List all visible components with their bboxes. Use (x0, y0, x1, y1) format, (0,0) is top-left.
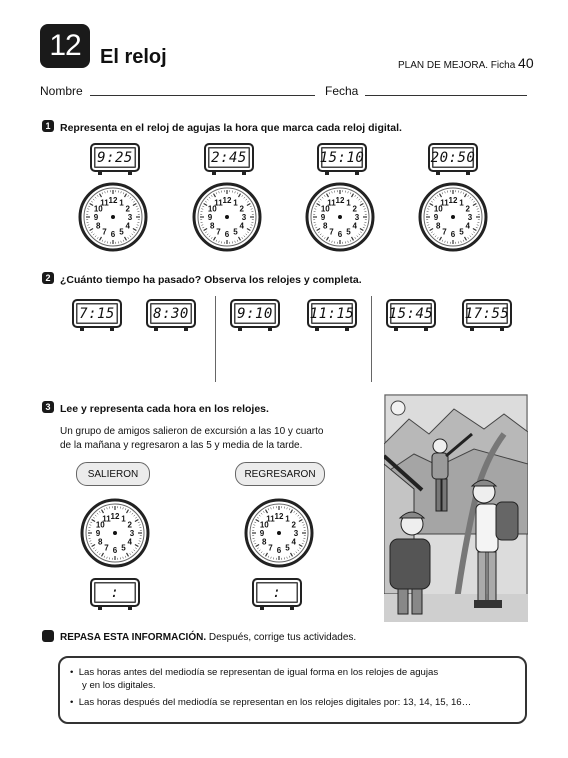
clock-center (451, 215, 455, 219)
clock-number: 8 (436, 221, 441, 231)
clock-number: 5 (119, 227, 124, 237)
clock-number: 4 (291, 537, 296, 547)
clock-number: 3 (354, 213, 360, 222)
clock-number: 2 (125, 204, 130, 214)
exercise-3-story: Un grupo de amigos salieron de excursión a las 10 y cuarto de la mañana y regresaron a las 5 y media de la tarde. (60, 426, 324, 451)
clock-number: 1 (346, 198, 351, 208)
regresaron-label: REGRESARON (235, 462, 325, 486)
clock-number: 12 (222, 196, 232, 205)
clock-face (80, 498, 150, 568)
clock-number: 2 (291, 520, 296, 530)
clock-number: 9 (259, 529, 265, 538)
clock-number: 5 (233, 227, 238, 237)
clock-number: 12 (108, 196, 118, 205)
clock-number: 12 (448, 196, 458, 205)
clock-number: 7 (268, 543, 273, 553)
digital-clock: 8:30 (146, 299, 196, 328)
analog-clock-return[interactable] (244, 498, 314, 573)
clock-number: 6 (112, 546, 118, 555)
exercise-2-instruction: ¿Cuánto tiempo ha pasado? Observa los relojes y completa. (60, 274, 362, 286)
clock-number: 8 (96, 221, 101, 231)
clock-number: 8 (98, 537, 103, 547)
clock-number: 10 (95, 520, 105, 530)
clock-number: 5 (285, 543, 290, 553)
clock-number: 3 (129, 529, 135, 538)
clock-center (225, 215, 229, 219)
clock-number: 10 (93, 204, 103, 214)
clock-number: 7 (216, 227, 221, 237)
clock-number: 8 (262, 537, 267, 547)
clock-number: 10 (207, 204, 217, 214)
clock-number: 12 (110, 512, 120, 521)
clock-number: 1 (119, 198, 124, 208)
clock-number: 9 (93, 213, 99, 222)
clock-number: 6 (110, 230, 116, 239)
clock-face (192, 182, 262, 252)
clock-face (418, 182, 488, 252)
exercise-1-number: 1 (42, 120, 54, 132)
exercise-3-instruction: Lee y representa cada hora en los relojes. (60, 403, 269, 415)
clock-number: 4 (352, 221, 357, 231)
ficha-number: 40 (518, 55, 534, 71)
clock-number: 7 (442, 227, 447, 237)
clock-center (111, 215, 115, 219)
clock-center (277, 531, 281, 535)
clock-number: 2 (127, 520, 132, 530)
clock-number: 1 (121, 514, 126, 524)
info-bullet-1-cont: y en los digitales. (82, 680, 156, 691)
date-field[interactable] (365, 94, 527, 96)
clock-number: 3 (127, 213, 133, 222)
digital-clock-return[interactable]: : (252, 578, 302, 607)
clock-number: 7 (329, 227, 334, 237)
clock-number: 5 (346, 227, 351, 237)
divider (371, 296, 372, 382)
digital-clock: 9:10 (230, 299, 280, 328)
exercise-1-instruction: Representa en el reloj de agujas la hora que marca cada reloj digital. (60, 122, 402, 134)
clock-number: 4 (239, 221, 244, 231)
clock-number: 5 (459, 227, 464, 237)
analog-clock[interactable] (418, 182, 488, 257)
clock-number: 4 (127, 537, 132, 547)
clock-number: 2 (352, 204, 357, 214)
info-bullet-1: • Las horas antes del mediodía se representan de igual forma en los relojes de agujas (70, 667, 439, 678)
digital-clock: 2:45 (204, 143, 254, 172)
clock-number: 7 (102, 227, 107, 237)
clock-number: 9 (433, 213, 439, 222)
clock-number: 12 (335, 196, 345, 205)
plan-label: PLAN DE MEJORA. Ficha 40 (398, 55, 534, 71)
divider (215, 296, 216, 382)
clock-number: 10 (259, 520, 269, 530)
digital-clock: 17:55 (462, 299, 512, 328)
unit-number-badge: 12 (40, 24, 90, 68)
review-icon (42, 630, 54, 642)
exercise-3-number: 3 (42, 401, 54, 413)
clock-face (78, 182, 148, 252)
clock-number: 9 (95, 529, 101, 538)
clock-number: 4 (465, 221, 470, 231)
clock-number: 12 (274, 512, 284, 521)
clock-center (338, 215, 342, 219)
salieron-label: SALIERON (76, 462, 150, 486)
clock-face (305, 182, 375, 252)
hikers-illustration (384, 394, 528, 622)
clock-number: 1 (459, 198, 464, 208)
digital-clock: 15:10 (317, 143, 367, 172)
clock-number: 11 (440, 198, 449, 208)
clock-number: 1 (285, 514, 290, 524)
info-box (58, 656, 527, 724)
clock-number: 10 (320, 204, 330, 214)
exercise-2-number: 2 (42, 272, 54, 284)
digital-clock: 9:25 (90, 143, 140, 172)
digital-clock: 7:15 (72, 299, 122, 328)
clock-number: 3 (293, 529, 299, 538)
digital-clock: 15:45 (386, 299, 436, 328)
clock-center (113, 531, 117, 535)
clock-number: 5 (121, 543, 126, 553)
hikers-illustration-image (384, 394, 528, 622)
digital-clock: 11:15 (307, 299, 357, 328)
name-label: Nombre (40, 84, 83, 98)
clock-number: 10 (433, 204, 443, 214)
analog-clock[interactable] (78, 182, 148, 257)
review-heading: REPASA ESTA INFORMACIÓN. Después, corrige tus actividades. (60, 632, 357, 643)
clock-number: 7 (104, 543, 109, 553)
clock-number: 1 (233, 198, 238, 208)
clock-number: 8 (323, 221, 328, 231)
clock-number: 2 (465, 204, 470, 214)
clock-number: 2 (239, 204, 244, 214)
clock-number: 3 (241, 213, 247, 222)
digital-clock-departure[interactable]: : (90, 578, 140, 607)
info-bullet-2: • Las horas después del mediodía se representan en los relojes digitales por: 13, 14, 15, 16… (70, 697, 472, 708)
clock-number: 8 (210, 221, 215, 231)
analog-clock[interactable] (305, 182, 375, 257)
digital-clock: 20:50 (428, 143, 478, 172)
date-label: Fecha (325, 84, 359, 98)
name-field[interactable] (90, 94, 315, 96)
clock-number: 6 (450, 230, 456, 239)
clock-number: 11 (327, 198, 336, 208)
clock-number: 4 (125, 221, 130, 231)
clock-number: 11 (100, 198, 109, 208)
clock-number: 9 (207, 213, 213, 222)
clock-number: 11 (266, 514, 275, 524)
clock-number: 6 (224, 230, 230, 239)
page-title: El reloj (100, 46, 167, 68)
analog-clock-departure[interactable] (80, 498, 150, 573)
clock-number: 9 (320, 213, 326, 222)
clock-number: 3 (467, 213, 473, 222)
clock-number: 11 (214, 198, 223, 208)
clock-number: 11 (102, 514, 111, 524)
clock-number: 6 (276, 546, 282, 555)
analog-clock[interactable] (192, 182, 262, 257)
clock-face (244, 498, 314, 568)
clock-number: 6 (337, 230, 343, 239)
